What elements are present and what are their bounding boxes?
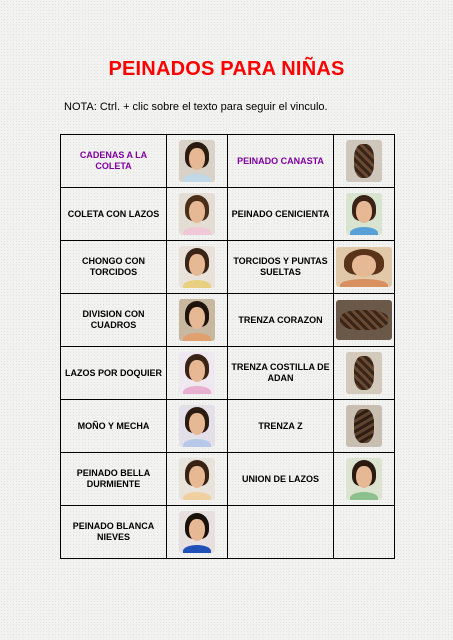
note-text: NOTA: Ctrl. + clic sobre el texto para seguir el vinculo. xyxy=(64,101,328,113)
braid-photo-icon xyxy=(336,300,392,340)
table-row xyxy=(61,506,395,559)
girl-photo-icon xyxy=(179,299,215,341)
girl-photo-icon xyxy=(179,193,215,235)
girl-photo-icon xyxy=(179,246,215,288)
braid-photo-icon xyxy=(346,140,382,182)
page-title: PEINADOS PARA NIÑAS xyxy=(108,58,345,80)
table-row xyxy=(61,135,395,188)
link-torcidos-y-puntas-sueltas[interactable]: TORCIDOS Y PUNTAS SUELTAS xyxy=(228,241,334,294)
table-row xyxy=(61,241,395,294)
table-row xyxy=(61,400,395,453)
link-peinado-cenicienta[interactable]: PEINADO CENICIENTA xyxy=(228,188,334,241)
girl-photo-icon xyxy=(179,458,215,500)
link-coleta-con-lazos[interactable]: COLETA CON LAZOS xyxy=(61,188,167,241)
girl-photo-icon xyxy=(179,511,215,553)
girl-photo-icon xyxy=(336,247,392,287)
girl-photo-icon xyxy=(346,193,382,235)
link-peinado-bella-durmiente[interactable]: PEINADO BELLA DURMIENTE xyxy=(61,453,167,506)
link-lazos-por-doquier[interactable]: LAZOS POR DOQUIER xyxy=(61,347,167,400)
link-trenza-costilla-de-adan[interactable]: TRENZA COSTILLA DE ADAN xyxy=(228,347,334,400)
link-trenza-corazon[interactable]: TRENZA CORAZON xyxy=(228,294,334,347)
link-division-con-cuadros[interactable]: DIVISION CON CUADROS xyxy=(61,294,167,347)
girl-photo-icon xyxy=(179,405,215,447)
hairstyle-table xyxy=(60,134,395,559)
link-chongo-con-torcidos[interactable]: CHONGO CON TORCIDOS xyxy=(61,241,167,294)
link-mono-y-mecha[interactable]: MOÑO Y MECHA xyxy=(61,400,167,453)
table-row xyxy=(61,453,395,506)
link-cadenas-a-la-coleta[interactable]: CADENAS A LA COLETA xyxy=(61,135,167,188)
table-row xyxy=(61,294,395,347)
table-row xyxy=(61,188,395,241)
link-peinado-canasta[interactable]: PEINADO CANASTA xyxy=(228,135,334,188)
girl-photo-icon xyxy=(179,352,215,394)
empty-cell xyxy=(334,506,395,559)
link-trenza-z[interactable]: TRENZA Z xyxy=(228,400,334,453)
girl-photo-icon xyxy=(179,140,215,182)
link-peinado-blanca-nieves[interactable]: PEINADO BLANCA NIEVES xyxy=(61,506,167,559)
table-row xyxy=(61,347,395,400)
braid-photo-icon xyxy=(346,405,382,447)
girl-photo-icon xyxy=(346,458,382,500)
braid-photo-icon xyxy=(346,352,382,394)
empty-cell xyxy=(228,506,334,559)
link-union-de-lazos[interactable]: UNION DE LAZOS xyxy=(228,453,334,506)
